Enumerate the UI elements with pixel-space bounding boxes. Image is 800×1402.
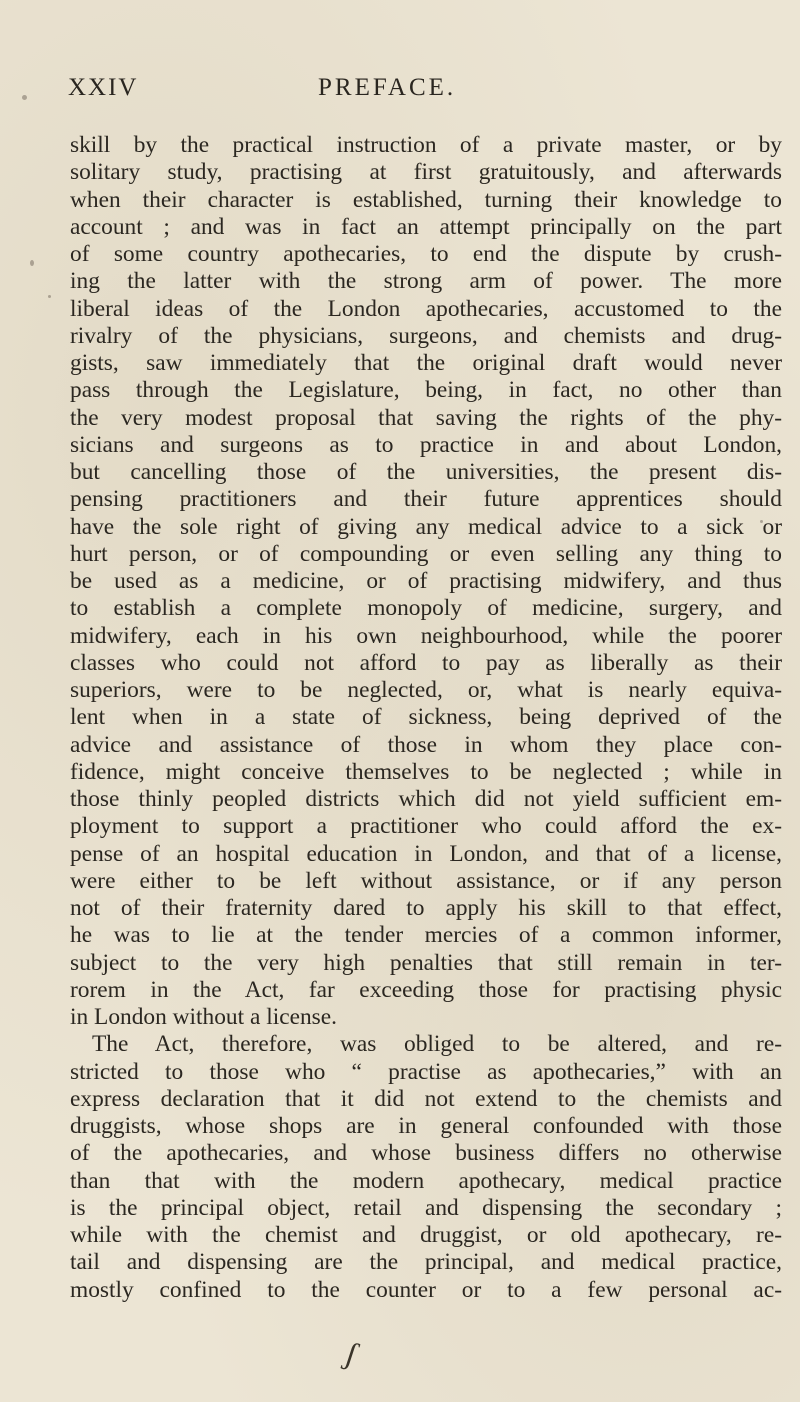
text-line: were either to be left without assistance, or if any person — [70, 867, 782, 894]
text-line: hurt person, or of compounding or even selling any thing to — [70, 540, 782, 567]
text-line: to establish a complete monopoly of medicine, surgery, and — [70, 595, 782, 622]
text-line: classes who could not afford to pay as liberally as their — [70, 649, 782, 676]
page-header — [0, 74, 800, 114]
text-line: pense of an hospital education in London, and that of a license, — [70, 840, 782, 867]
text-line: ing the latter with the strong arm of power. The more — [70, 268, 782, 295]
text-line: have the sole right of giving any medical advice to a sick or — [70, 513, 782, 540]
text-line: while with the chemist and druggist, or old apothecary, re- — [70, 1222, 782, 1248]
body-text — [70, 132, 782, 1304]
text-line: skill by the practical instruction of a private master, or by — [70, 132, 782, 158]
text-line: the very modest proposal that saving the rights of the phy- — [70, 404, 782, 431]
text-line: be used as a medicine, or of practising midwifery, and thus — [70, 568, 782, 594]
text-line: is the principal object, retail and dispensing the secondary ; — [70, 1194, 782, 1221]
text-line: when their character is established, turning their knowledge to — [70, 186, 782, 213]
text-line: in London without a license. — [70, 1004, 337, 1030]
text-line: advice and assistance of those in whom they place con- — [70, 731, 782, 758]
paper-speck — [760, 520, 763, 523]
paper-speck — [30, 260, 34, 266]
text-line: rorem in the Act, far exceeding those for practising physic — [70, 976, 782, 1003]
text-line: stricted to those who “ practise as apothecaries,” with an — [70, 1058, 782, 1085]
text-line: fidence, might conceive themselves to be neglected ; while in — [70, 758, 782, 785]
text-line: than that with the modern apothecary, medical practice — [70, 1167, 782, 1194]
text-line: solitary study, practising at first gratuitously, and afterwards — [70, 159, 782, 186]
text-line: sicians and surgeons as to practice in and about London, — [70, 431, 782, 458]
text-line: gists, saw immediately that the original draft would never — [70, 350, 782, 376]
text-line: but cancelling those of the universities, the present dis- — [70, 459, 782, 485]
text-line: those thinly peopled districts which did not yield sufficient em- — [70, 786, 782, 812]
text-line: rivalry of the physicians, surgeons, and chemists and drug- — [70, 322, 782, 349]
text-line: express declaration that it did not extend to the chemists and — [70, 1085, 782, 1112]
text-line: pass through the Legislature, being, in fact, no other than — [70, 377, 782, 404]
text-line: ployment to support a practitioner who could afford the ex- — [70, 813, 782, 840]
text-line: subject to the very high penalties that still remain in ter- — [70, 949, 782, 976]
text-line: druggists, whose shops are in general confounded with those — [70, 1113, 782, 1139]
paper-speck — [22, 95, 27, 100]
text-line: of some country apothecaries, to end the dispute by crush- — [70, 241, 782, 267]
text-line: pensing practitioners and their future apprentices should — [70, 486, 782, 513]
running-title: PREFACE. — [318, 74, 457, 101]
footer-mark: ʃ — [340, 1334, 363, 1372]
text-line: lent when in a state of sickness, being deprived of the — [70, 704, 782, 731]
text-line: not of their fraternity dared to apply his skill to that effect, — [70, 895, 782, 921]
paper-speck — [48, 295, 51, 298]
text-line: account ; and was in fact an attempt principally on the part — [70, 213, 782, 240]
page-number: XXIV — [68, 74, 139, 101]
text-line: tail and dispensing are the principal, and medical practice, — [70, 1249, 782, 1276]
text-line: The Act, therefore, was obliged to be altered, and re- — [92, 1031, 782, 1058]
text-line: he was to lie at the tender mercies of a common informer, — [70, 922, 782, 949]
text-line: mostly confined to the counter or to a few personal ac- — [70, 1276, 782, 1303]
text-line: of the apothecaries, and whose business differs no otherwise — [70, 1140, 782, 1167]
text-line: midwifery, each in his own neighbourhood, while the poorer — [70, 622, 782, 649]
text-line: liberal ideas of the London apothecaries, accustomed to the — [70, 295, 782, 322]
text-line: superiors, were to be neglected, or, what is nearly equiva- — [70, 677, 782, 703]
